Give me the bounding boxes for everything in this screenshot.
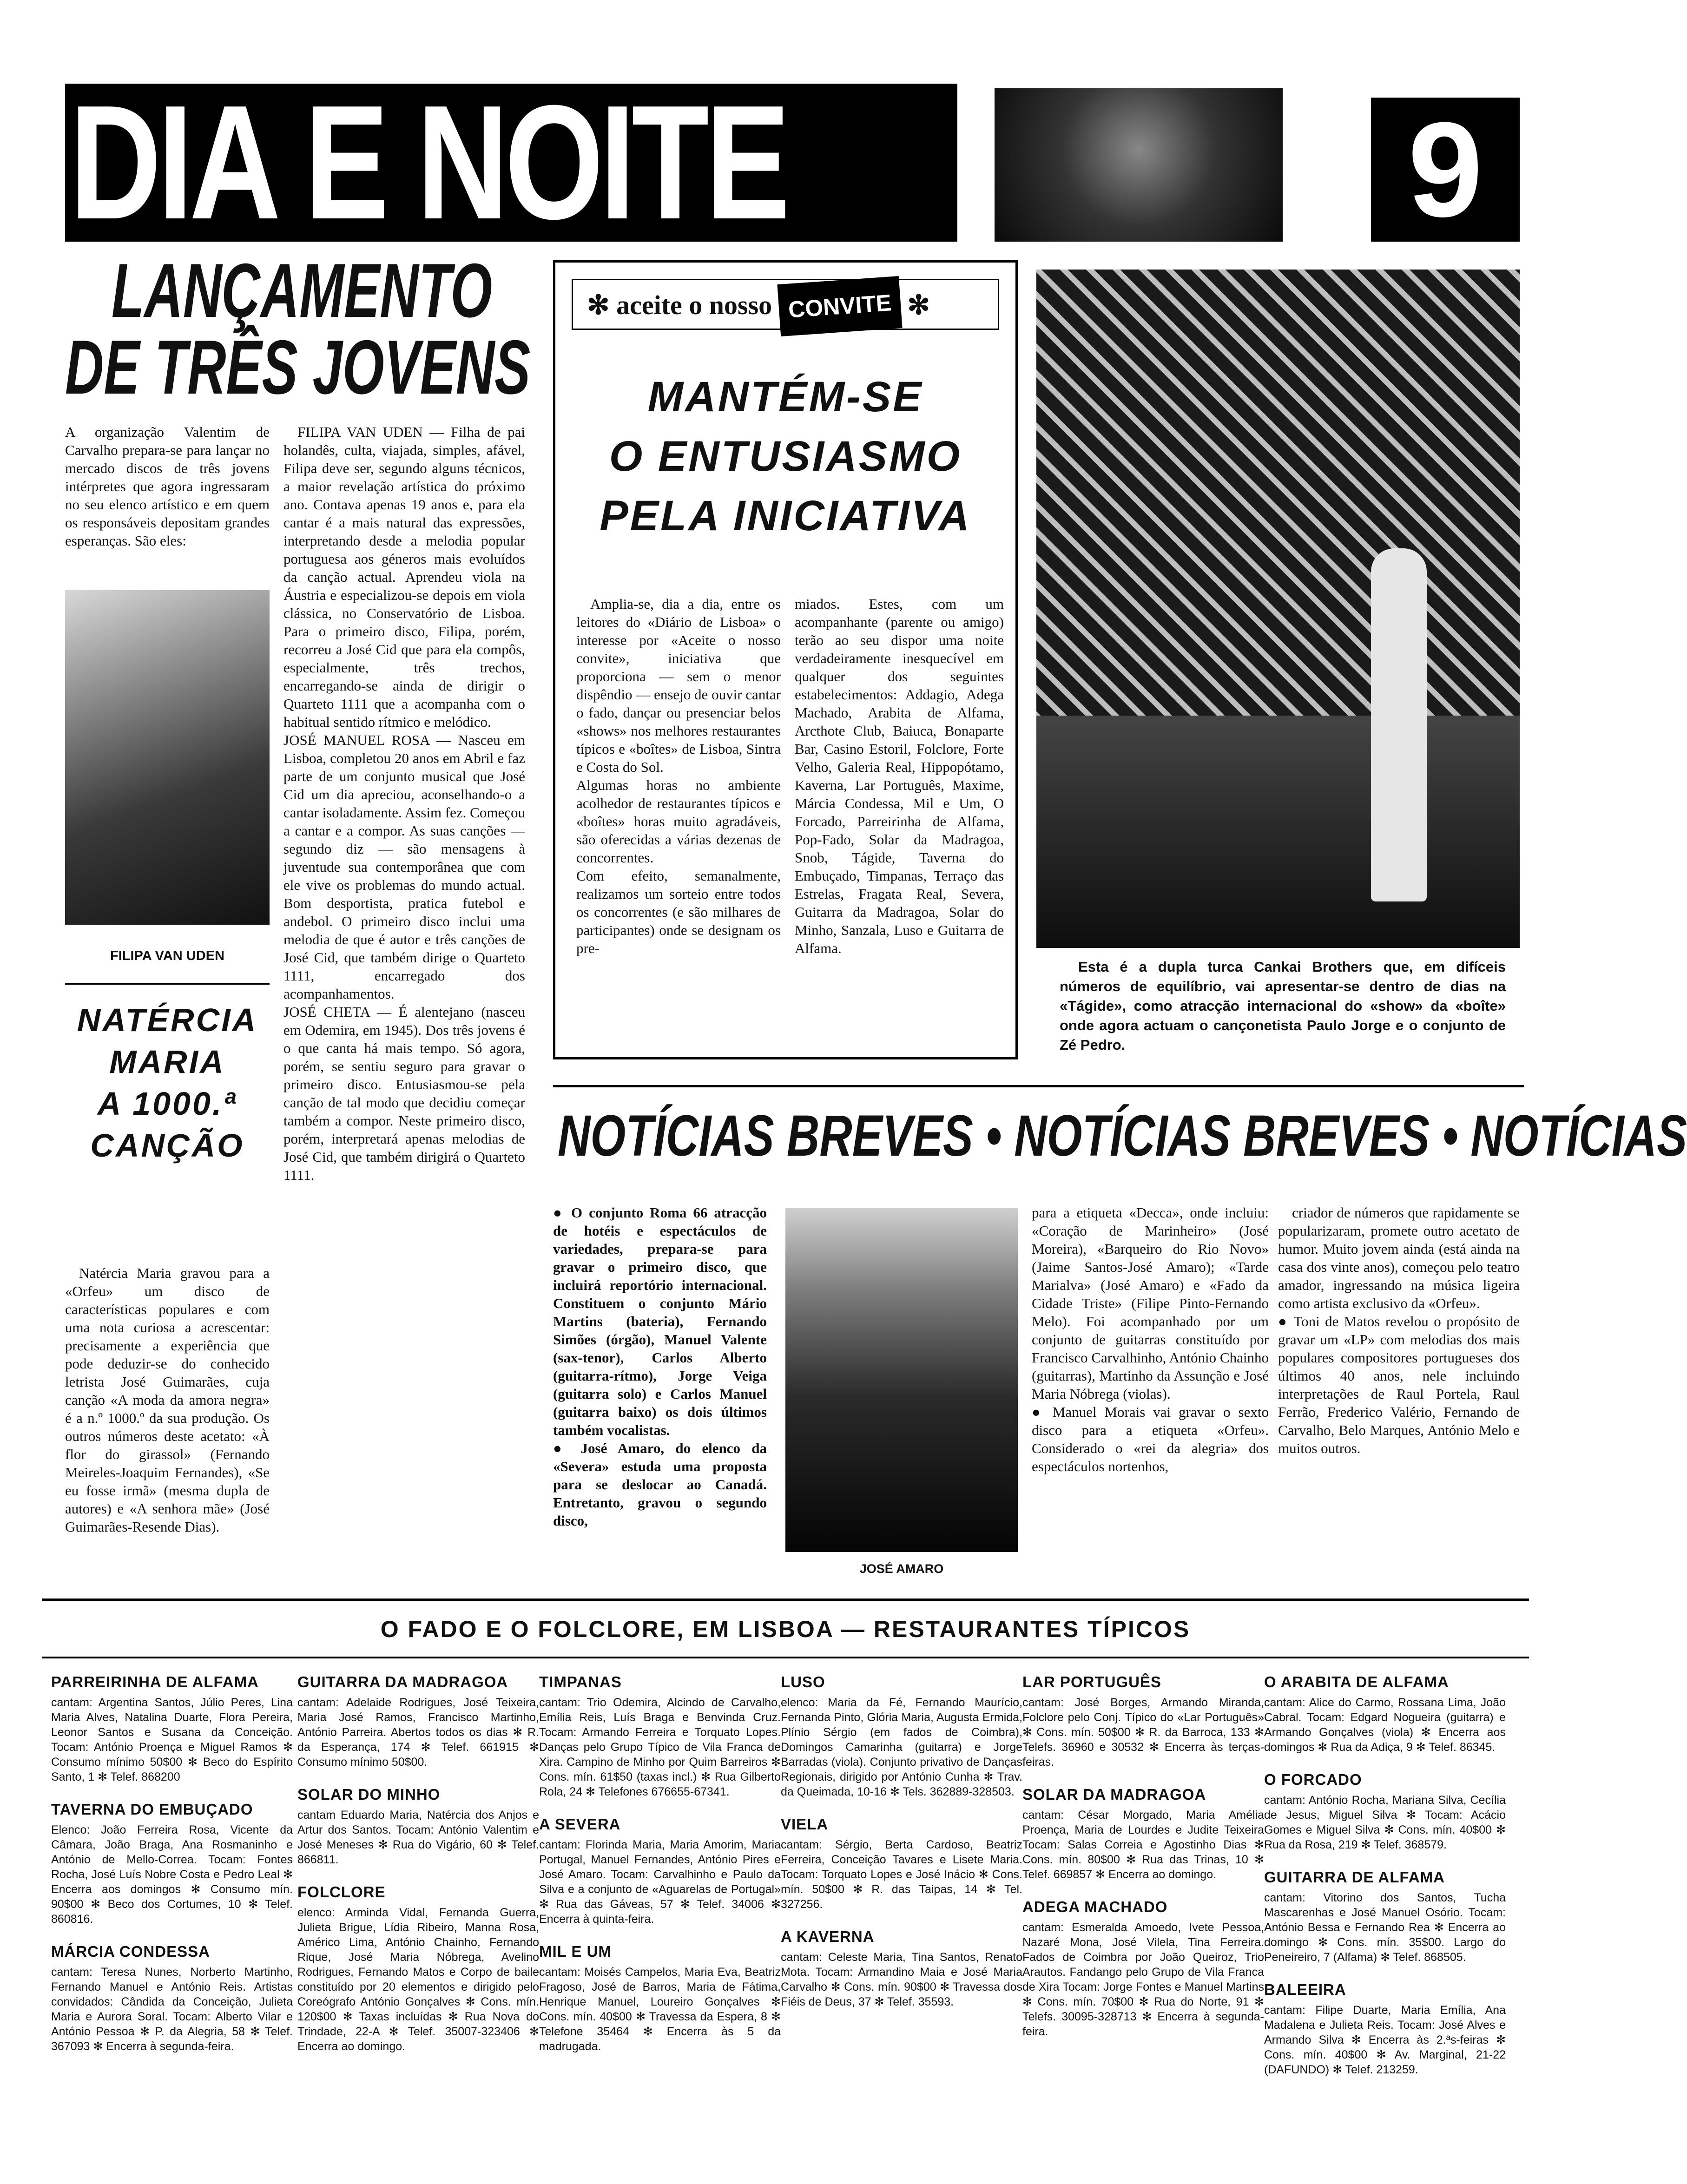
- restaurant-name: LAR PORTUGUÊS: [1022, 1673, 1162, 1691]
- noticias-banner-wrap: [553, 1101, 1687, 1185]
- cankai-brothers-photo: [1036, 270, 1520, 948]
- restaurant-details: cantam: Sérgio, Berta Cardoso, Beatriz Ferreira, Conceição Tavares e Lisete Maria. Tocam: Torquato Lopes e José Inácio ✻ Cons. mín. 50$00 ✻ R. das Taipas, 14 ✻ Tel. 327256.: [781, 1838, 1022, 1911]
- convite-label-suffix: ✻: [907, 290, 930, 320]
- restaurant-name: BALEEIRA: [1264, 1981, 1346, 1998]
- restaurant-name: SOLAR DA MADRAGOA: [1022, 1786, 1206, 1803]
- restaurant-details: cantam: José Borges, Armando Miranda, Folclore pelo Conj. Típico do «Lar Português» ✻ Cons. mín. 50$00 ✻ R. da Barroca, 133 ✻ Telefs. 36960 e 30532 ✻ Encerra às terças-feiras.: [1022, 1696, 1264, 1769]
- noticias-col2: para a etiqueta «Decca», onde incluiu: «Coração de Marinheiro» (José Moreira), «Barqueiro do Rio Novo» (Jaime Santos-José Amaro); «Tarde Marialva» (José Amaro) e «Fado da Cidade Triste» (Filipe Pinto-Fernando Melo). Foi acompanhado por um conjunto de guitarras constituído por Francisco Carvalhinho, António Chainho (guitarras), Martinho da Assunção e José Maria Nóbrega (violas). ● Manuel Morais vai gravar o sexto disco para a etiqueta «Orfeu». Considerado o «rei da alegria» dos espectáculos nortenhos,: [1032, 1204, 1269, 1474]
- restaurant-details: cantam: António Rocha, Mariana Silva, Cecília de Jesus, Miguel Silva ✻ Tocam: Acácio Gomes e Miguel Silva ✻ Cons. mín. 40$00 ✻ Rua da Rosa, 219 ✻ Telef. 368579.: [1264, 1794, 1506, 1851]
- lancamento-headline-line2: DE TRÊS JOVENS: [65, 324, 531, 410]
- convite-headline-line3: PELA INICIATIVA: [600, 492, 971, 539]
- night-scene-image: [995, 88, 1283, 242]
- convite-body-col1: Amplia-se, dia a dia, entre os leitores do «Diário de Lisboa» o interesse por «Aceite o nosso convite», iniciativa que proporciona — sem o menor dispêndio — ensejo de ouvir cantar o fado, dançar ou presenciar belos «shows» nos melhores restaurantes típicos e «boîtes» de Lisboa, Sintra e Costa do Sol. Algumas horas no ambiente acolhedor de restaurantes típicos e «boîtes» horas muito agradáveis, são oferecidas a várias dezenas de concorrentes. Com efeito, semanalmente, realizamos um sorteio entre todos os concorrentes (e são milhares de participantes) onde se designam os pre-: [576, 596, 781, 956]
- restaurant-name: SOLAR DO MINHO: [297, 1786, 441, 1803]
- convite-headline-line2: O ENTUSIASMO: [609, 433, 962, 480]
- restaurant-details: Elenco: João Ferreira Rosa, Vicente da Câmara, João Braga, Ana Rosmaninho e António de Mello-Correa. Tocam: Fontes Rocha, José Luís Nobre Costa e Pedro Leal ✻ Encerra aos domingos ✻ Consumo mín. 90$00 ✻ Beco dos Cortumes, 10 ✻ Telef. 860816.: [51, 1823, 293, 1926]
- restaurant-name: FOLCLORE: [297, 1883, 386, 1901]
- jose-amaro-caption: JOSÉ AMARO: [859, 1562, 944, 1576]
- restaurant-name: VIELA: [781, 1816, 829, 1833]
- natercia-headline-line2: MARIA: [109, 1044, 225, 1080]
- restaurant-details: cantam: Teresa Nunes, Norberto Martinho, Fernando Manuel e António Reis. Artistas convidados: Cândida da Conceição, Julieta Maria e Aurora Soral. Tocam: Alberto Vilar e António Pessoa ✻ P. da Alegria, 58 ✻ Telef. 367093 ✻ Encerra à segunda-feira.: [51, 1966, 293, 2053]
- restaurant-details: cantam: Argentina Santos, Júlio Peres, Lina Maria Alves, Natalina Duarte, Flora Pereira, Leonor Santos e Susana da Conceição. Tocam: António Proença e Miguel Ramos ✻ Consumo mínimo 50$00 ✻ Beco do Espírito Santo, 1 ✻ Telef. 868200: [51, 1696, 293, 1783]
- restaurant-details: cantam Eduardo Maria, Natércia dos Anjos e Artur dos Santos. Tocam: António Valentim e José Meneses ✻ Rua do Vigário, 60 ✻ Telef. 866811.: [297, 1809, 539, 1866]
- restaurantes-rule-mid: [42, 1657, 1529, 1658]
- restaurant-details: elenco: Maria da Fé, Fernando Maurício, Fernanda Pinto, Glória Maria, Augusta Ermida, Plínio Sérgio (em fados de Coimbra), Domingos Camarinha (guitarra) e Jorge Barradas (viola). Conjunto privativo de Danças Regionais, dirigido por António Cunha ✻ Trav. da Queimada, 10-16 ✻ Tels. 362889-328503.: [781, 1696, 1022, 1798]
- restaurant-name: LUSO: [781, 1673, 825, 1691]
- page-number: 9: [1408, 94, 1483, 245]
- filipa-photo-caption: FILIPA VAN UDEN: [110, 948, 224, 963]
- restaurant-details: cantam: Alice do Carmo, Rossana Lima, João Cabral. Tocam: Edgard Nogueira (guitarra) e Armando Gonçalves (viola) ✻ Encerra aos domingos ✻ Rua da Adiça, 9 ✻ Telef. 86345.: [1264, 1696, 1506, 1754]
- restaurantes-banner: O FADO E O FOLCLORE, EM LISBOA — RESTAURANTES TÍPICOS: [380, 1616, 1191, 1642]
- restaurant-name: TAVERNA DO EMBUÇADO: [51, 1801, 253, 1818]
- lancamento-body: FILIPA VAN UDEN — Filha de pai holandês, culta, viajada, simples, afável, Filipa deve ser, segundo alguns técnicos, a maior revelação artística do próximo ano. Contava apenas 19 anos e, para ela cantar é a mais natural das expressões, interpretando desde a melodia popular portuguesa aos géneros mais evoluídos da canção actual. Aprendeu viola na Áustria e especializou-se depois em viola clássica, no Conservatório de Lisboa. Para o primeiro disco, Filipa, porém, recorreu a José Cid que para ela compôs, especialmente, três trechos, encarregando-se ainda de dirigir o Quarteto 1111 que a acompanha com o habitual sentido rítmico e melódico. JOSÉ MANUEL ROSA — Nasceu em Lisboa, completou 20 anos em Abril e faz parte de um conjunto musical que José Cid um dia apreciou, aconselhando-o a cantar isoladamente. Assim fez. Começou a cantar e a compor. As suas canções — segundo diz — são mensagens à juventude sua contemporânea que com ele vive os problemas do mundo actual. Bom desportista, pratica futebol e andebol. O primeiro disco inclui uma melodia de que é autor e três canções de José Cid, que também dirige o Quarteto 1111, encarregado dos acompanhamentos. JOSÉ CHETA — É alentejano (nasceu em Odemira, em 1945). Dos três jovens é o que canta há mais tempo. Só agora, porém, se sentiu seguro para gravar o primeiro disco. Entusiasmou-se pela canção de tal modo que decidiu começar também a compor. Neste primeiro disco, porém, interpretará apenas melodias de José Cid, que também dirigirá o Quarteto 1111.: [283, 424, 525, 1183]
- restaurantes-column: [781, 1673, 1022, 2025]
- restaurant-name: MIL E UM: [539, 1943, 612, 1960]
- restaurantes-rule-top: [42, 1599, 1529, 1601]
- restaurant-name: A SEVERA: [539, 1816, 621, 1833]
- restaurant-name: MÁRCIA CONDESSA: [51, 1943, 210, 1960]
- restaurant-details: cantam: Moisés Campelos, Maria Eva, Beatriz Fragoso, José de Barros, Maria de Fátima, Henrique Manuel, Loureiro Gonçalves ✻ Cons. mín. 40$00 ✻ Travessa da Espera, 8 ✻ Telefone 35464 ✻ Encerra às 5 da madrugada.: [539, 1966, 781, 2053]
- natercia-headline: [65, 999, 270, 1245]
- natercia-body: Natércia Maria gravou para a «Orfeu» um disco de características populares e com uma nota curiosa a acrescentar: precisamente a experiência que pode deduzir-se do conhecido letrista José Guimarães, cuja canção «A moda da amora negra» é a n.º 1000.º da sua produção. Os outros números deste acetato: «À flor do girassol» (Fernando Meireles-Joaquim Fernandes), «Se eu fosse irmã» (mesma dupla de autores) e «A senhora mãe» (José Guimarães-Resende Dias).: [65, 1265, 270, 1535]
- restaurantes-column: [51, 1673, 293, 2070]
- convite-body-col2: miados. Estes, com um acompanhante (parente ou amigo) terão ao seu dispor uma noite verdadeiramente inesquecível em qualquer dos seguintes estabelecimentos: Addagio, Adega Machado, Arabita de Alfama, Arcthote Club, Baiuca, Bonaparte Bar, Casino Estoril, Folclore, Forte Velho, Galeria Real, Hippopótamo, Kaverna, Lar Português, Maxime, Márcia Condessa, Mil e Um, O Forcado, Parreirinha de Alfama, Pop-Fado, Solar da Madragoa, Snob, Tágide, Taverna do Embuçado, Timpanas, Terraço das Estrelas, Fragata Real, Severa, Guitarra da Madragoa, Solar do Minho, Sanzala, Luso e Guitarra de Alfama.: [795, 596, 1004, 956]
- filipa-van-uden-photo: [65, 590, 270, 925]
- convite-headline: [572, 367, 999, 546]
- restaurantes-column: [297, 1673, 539, 2070]
- restaurant-details: cantam: César Morgado, Maria Amélia Proença, Maria de Lourdes e Judite Teixeira Tocam: Salas Correia e Agostinho Dias ✻ Cons. mín. 80$00 ✻ Rua das Trinas, 10 ✻ Telef. 669857 ✻ Encerra ao domingo.: [1022, 1809, 1264, 1881]
- restaurant-details: cantam: Florinda Maria, Maria Amorim, Maria Portugal, Manuel Fernandes, António Pires e José Amaro. Tocam: Carvalhinho e Paulo da Silva e a conjunto de «Aguarelas de Portugal» ✻ Rua das Gáveas, 57 ✻ Telef. 34006 ✻ Encerra à quinta-feira.: [539, 1838, 781, 1926]
- restaurant-details: elenco: Arminda Vidal, Fernanda Guerra, Julieta Brigue, Lídia Ribeiro, Manna Rosa, Américo Lima, António Chainho, Fernando Rique, José Maria Nóbrega, Avelino Rodrigues, Fernando Matos e Corpo de baile constituído por 20 elementos e dirigido pelo Coreógrafo António Gonçalves ✻ Cons. mín. 120$00 ✻ Taxas incluídas ✻ Rua Nova do Trindade, 22-A ✻ Telef. 35007-323406 ✻ Encerra ao domingo.: [297, 1906, 539, 2053]
- noticias-banner: NOTÍCIAS BREVES • NOTÍCIAS BREVES • NOTÍCIAS: [558, 1104, 1687, 1168]
- restaurant-name: ADEGA MACHADO: [1022, 1898, 1168, 1915]
- restaurant-name: A KAVERNA: [781, 1928, 875, 1945]
- convite-label-highlight: CONVITE: [777, 276, 902, 336]
- lancamento-headline: [65, 248, 531, 414]
- natercia-headline-line1: NATÉRCIA: [77, 1002, 258, 1038]
- restaurant-details: cantam: Vitorino dos Santos, Tucha Mascarenhas e José Manuel Osório. Tocam: António Bessa e Fernando Rea ✻ Encerra ao domingo ✻ Cons. mín. 35$00. Largo do Peneireiro, 7 (Alfama) ✻ Telef. 868505.: [1264, 1891, 1506, 1964]
- noticias-rule-top: [553, 1085, 1524, 1087]
- restaurant-name: GUITARRA DE ALFAMA: [1264, 1868, 1445, 1886]
- performer-silhouette: [1371, 548, 1427, 901]
- convite-label-prefix: ✻ aceite o nosso: [587, 290, 772, 320]
- restaurant-name: GUITARRA DA MADRAGOA: [297, 1673, 508, 1691]
- convite-label: [572, 279, 999, 330]
- restaurant-details: cantam: Esmeralda Amoedo, Ivete Pessoa, Nazaré Mona, José Vilela, Tina Ferreira. Fados de Coimbra por João Queiroz, Trio Arautos. Fandango pelo Grupo de Vila Franca de Xira Tocam: Jorge Fontes e Manuel Martins ✻ Cons. mín. 70$00 ✻ Rua do Norte, 91 ✻ Telefs. 30095-328713 ✻ Encerra à segunda-feira.: [1022, 1921, 1264, 2038]
- natercia-headline-line4: CANÇÃO: [90, 1127, 244, 1164]
- stage-floor: [1036, 716, 1520, 948]
- restaurant-name: O FORCADO: [1264, 1771, 1362, 1788]
- jose-amaro-photo: [785, 1208, 1018, 1552]
- restaurant-details: cantam: Adelaide Rodrigues, José Teixeira, Maria José Ramos, Francisco Martinho, António Parreira. Abertos todos os dias ✻ R. da Esperança, 174 ✻ Telef. 661915 ✻ Consumo mínimo 50$00.: [297, 1696, 539, 1769]
- restaurantes-column: [539, 1673, 781, 2070]
- restaurant-details: cantam: Celeste Maria, Tina Santos, Renato Mota. Tocam: Armandino Maia e José Maria Carvalho ✻ Cons. mín. 90$00 ✻ Travessa dos Fiéis de Deus, 37 ✻ Telef. 35593.: [781, 1951, 1022, 2008]
- page-number-box: [1371, 94, 1520, 245]
- noticias-col1: ● O conjunto Roma 66 atracção de hotéis e espectáculos de variedades, prepara-se para gravar o primeiro disco, que incluirá reportório internacional. Constituem o conjunto Mário Martins (bateria), Fernando Simões (órgão), Manuel Valente (sax-tenor), Carlos Alberto (guitarra-rítmo), Jorge Veiga (guitarra solo) e Carlos Manuel (guitarra baixo) os dois últimos também vocalistas. ● José Amaro, do elenco da «Severa» estuda uma proposta para se deslocar ao Canadá. Entretanto, gravou o segundo disco,: [553, 1204, 767, 1529]
- restaurant-name: PARREIRINHA DE ALFAMA: [51, 1673, 259, 1691]
- rule-left: [65, 983, 270, 985]
- cankai-caption: Esta é a dupla turca Cankai Brothers que, em difíceis números de equilíbrio, vai apresentar-se dentro de dias na «Tágide», como atracção internacional do «show» da «boîte» onde agora actuam o cançonetista Paulo Jorge e o conjunto de Zé Pedro.: [1060, 959, 1506, 1053]
- section-title: DIA E NOITE: [70, 72, 787, 253]
- restaurant-name: O ARABITA DE ALFAMA: [1264, 1673, 1449, 1691]
- convite-headline-line1: MANTÉM-SE: [647, 373, 923, 421]
- restaurantes-column: [1022, 1673, 1264, 2055]
- lancamento-intro: A organização Valentim de Carvalho prepara-se para lançar no mercado discos de três jovens intérpretes que agora ingressaram no seu elenco artístico e em quem os responsáveis depositam grandes esperanças. São eles:: [65, 424, 270, 549]
- lancamento-headline-line1: LANÇAMENTO: [112, 248, 493, 333]
- noticias-col3: criador de números que rapidamente se popularizaram, promete outro acetato de humor. Muito jovem ainda (está ainda na casa dos vinte anos), começou pelo teatro amador, ingressando na música ligeira como artista exclusivo da «Orfeu». ● Toni de Matos revelou o propósito de gravar um «LP» com melodias dos mais populares compositores portugueses dos últimos 40 anos, nele incluindo interpretações de Raul Portela, Raul Ferrão, Frederico Valério, Fernando de Carvalho, Belo Marques, António Melo e muitos outros.: [1278, 1204, 1520, 1456]
- restaurant-details: cantam: Filipe Duarte, Maria Emília, Ana Madalena e Julieta Reis. Tocam: José Alves e Armando Silva ✻ Encerra às 2.ªs-feiras ✻ Cons. mín. 40$00 ✻ Av. Marginal, 21-22 (DAFUNDO) ✻ Telef. 213259.: [1264, 2004, 1506, 2076]
- restaurantes-column: [1264, 1673, 1506, 2093]
- restaurant-name: TIMPANAS: [539, 1673, 622, 1691]
- section-header: [65, 72, 957, 253]
- natercia-headline-line3: A 1000.ª: [97, 1085, 237, 1122]
- restaurant-details: cantam: Trio Odemira, Alcindo de Carvalho, Emília Reis, Luís Braga e Benvinda Cruz. Tocam: Armando Ferreira e Torquato Lopes. Danças pelo Grupo Típico de Vila Franca de Xira. Campino de Minho por Quim Barreiros ✻ Cons. mín. 61$50 (taxas incl.) ✻ Rua Gilberto Rola, 24 ✻ Telefones 676655-67341.: [539, 1696, 781, 1798]
